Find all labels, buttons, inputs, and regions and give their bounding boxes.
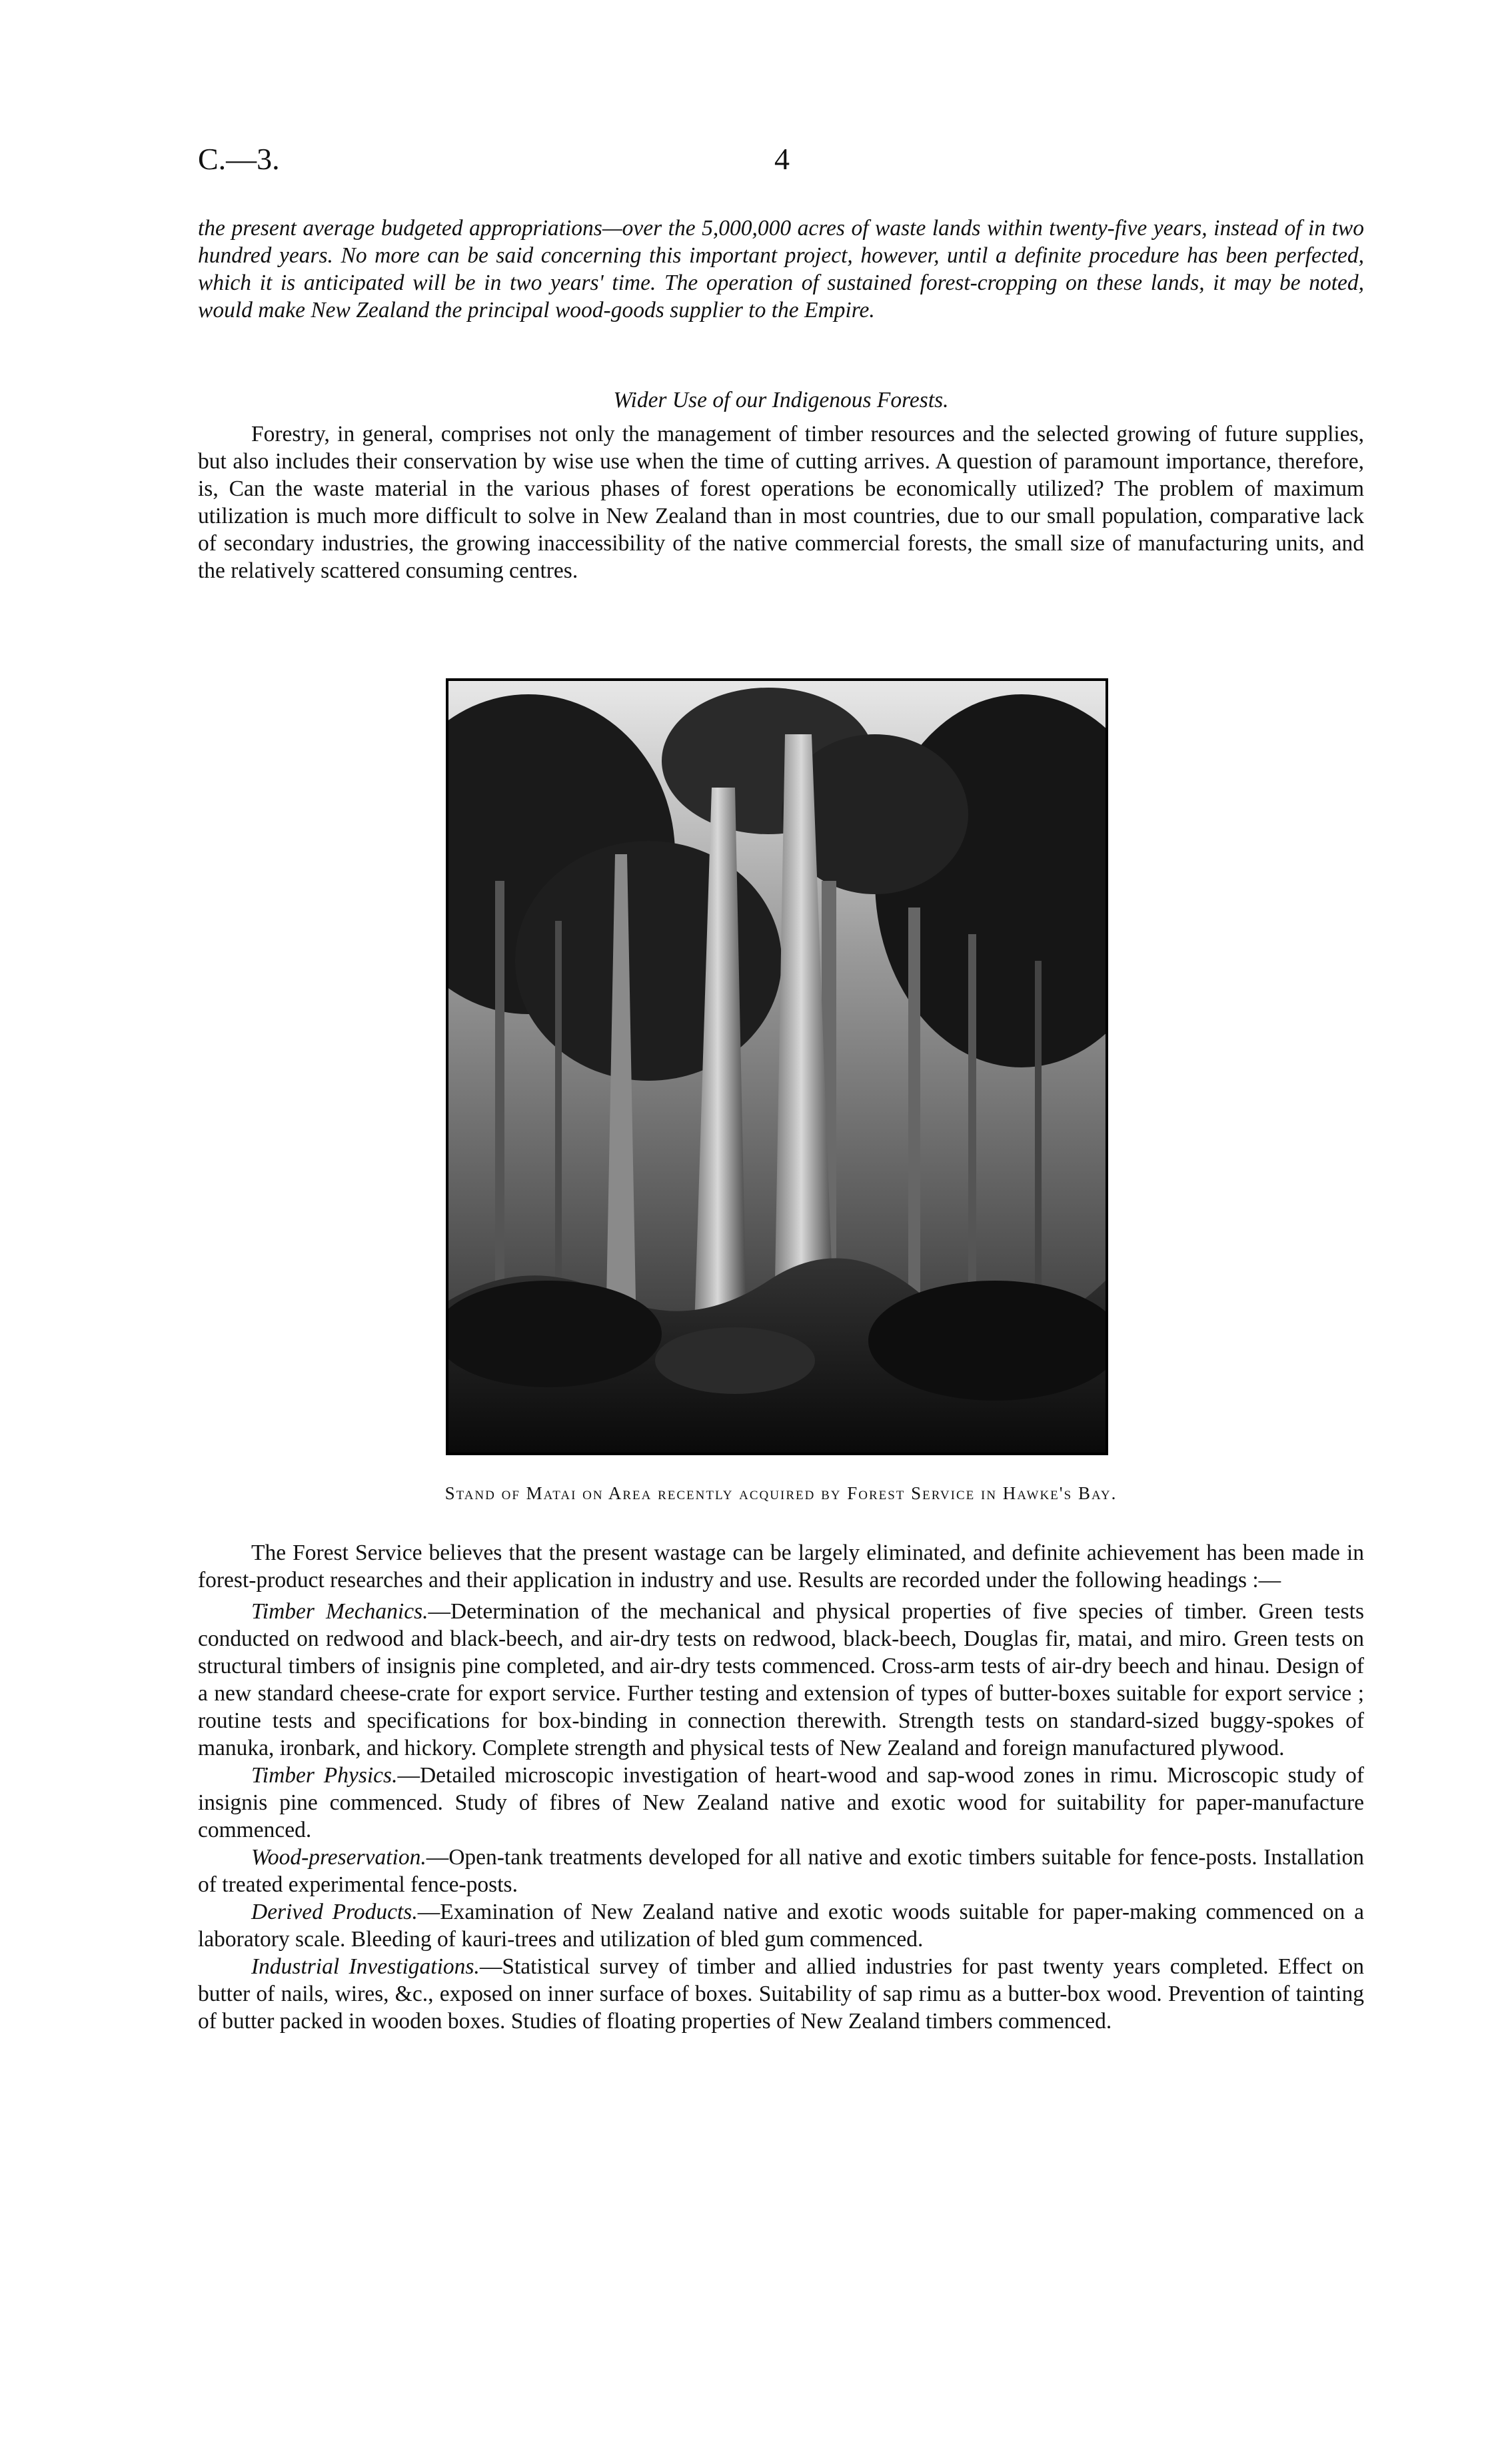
item-heading: Wood-preservation.: [251, 1845, 426, 1870]
service-paragraph: The Forest Service believes that the present wastage can be largely eliminated, and definite achievement has been made in forest-product researches and their application in industry and use. Results are recorded under the following headings :—: [198, 1540, 1364, 1592]
item-industrial-investigations: [198, 1953, 1364, 2035]
research-section: [198, 1539, 1364, 2035]
intro-paragraph: the present average budgeted appropriations—over the 5,000,000 acres of waste lands within twenty-five years, instead of in two hundred years. No more can be said concerning this important project, however, until a definite procedure has been perfected, which it is anticipated will be in two years' time. The operation of sustained forest-cropping on these lands, it may be noted, would make New Zealand the principal wood-goods supplier to the Empire.: [198, 216, 1364, 322]
item-heading: Timber Mechanics.: [251, 1599, 428, 1624]
item-heading: Derived Products.: [251, 1900, 418, 1924]
item-timber-physics: [198, 1762, 1364, 1844]
item-derived-products: [198, 1898, 1364, 1953]
item-text: —Statistical survey of timber and allied industries for past twenty years completed. Effect on butter of nails, wires, &c., exposed on inner surface of boxes. Suitability of sap rimu as a butter-box wood. Prevention of tainting of butter packed in wooden boxes. Studies of floating properties of New Zealand timbers commenced.: [198, 1954, 1364, 2034]
item-text: —Examination of New Zealand native and exotic woods suitable for paper-making commenced on a laboratory scale. Bleeding of kauri-trees and utilization of bled gum commenced.: [198, 1900, 1364, 1952]
forest-photograph-image: [448, 681, 1106, 1453]
item-wood-preservation: [198, 1844, 1364, 1898]
item-text: —Determination of the mechanical and physical properties of five species of timber. Green tests conducted on redwood and black-beech, and air-dry tests on redwood, black-beech, Douglas fir, matai, and miro. Green tests on structural timbers of insignis pine completed, and air-dry tests commenced. Cross-arm tests of air-dry beech and hinau. Design of a new standard cheese-crate for export service. Further testing and extension of types of butter-boxes suitable for export service ; routine tests and specifications for box-binding in connection therewith. Strength tests on standard-sized buggy-spokes of manuka, ironbark, and hickory. Complete strength and physical tests of New Zealand and foreign manufactured plywood.: [198, 1599, 1364, 1760]
forest-photograph: [446, 678, 1108, 1455]
item-timber-mechanics: [198, 1598, 1364, 1762]
item-text: —Open-tank treatments developed for all native and exotic timbers suitable for fence-posts. Installation of treated experimental fence-posts.: [198, 1845, 1364, 1897]
item-text: —Detailed microscopic investigation of heart-wood and sap-wood zones in rimu. Microscopic study of insignis pine commenced. Study of fibres of New Zealand native and exotic wood for suitability for paper-manufacture commenced.: [198, 1763, 1364, 1842]
forestry-paragraph-block: [198, 420, 1364, 584]
item-heading: Timber Physics.: [251, 1763, 398, 1788]
intro-paragraph-block: [198, 215, 1364, 324]
page-code: C.—3.: [198, 142, 280, 176]
forestry-paragraph: Forestry, in general, comprises not only the management of timber resources and the selected growing of future supplies, but also includes their conservation by wise use when the time of cutting arrives. A question of paramount importance, therefore, is, Can the waste material in the various phases of forest operations be economically utilized? The problem of maximum utilization is much more difficult to solve in New Zealand than in most countries, due to our small population, comparative lack of secondary industries, the growing inaccessibility of the native commercial forests, the small size of manufacturing units, and the relatively scattered consuming centres.: [198, 422, 1364, 583]
page-number: 4: [774, 142, 790, 176]
photo-caption: Stand of Matai on Area recently acquired by Forest Service in Hawke's Bay.: [444, 1483, 1118, 1503]
item-heading: Industrial Investigations.: [251, 1954, 480, 1979]
section-heading: Wider Use of our Indigenous Forests.: [613, 388, 949, 412]
